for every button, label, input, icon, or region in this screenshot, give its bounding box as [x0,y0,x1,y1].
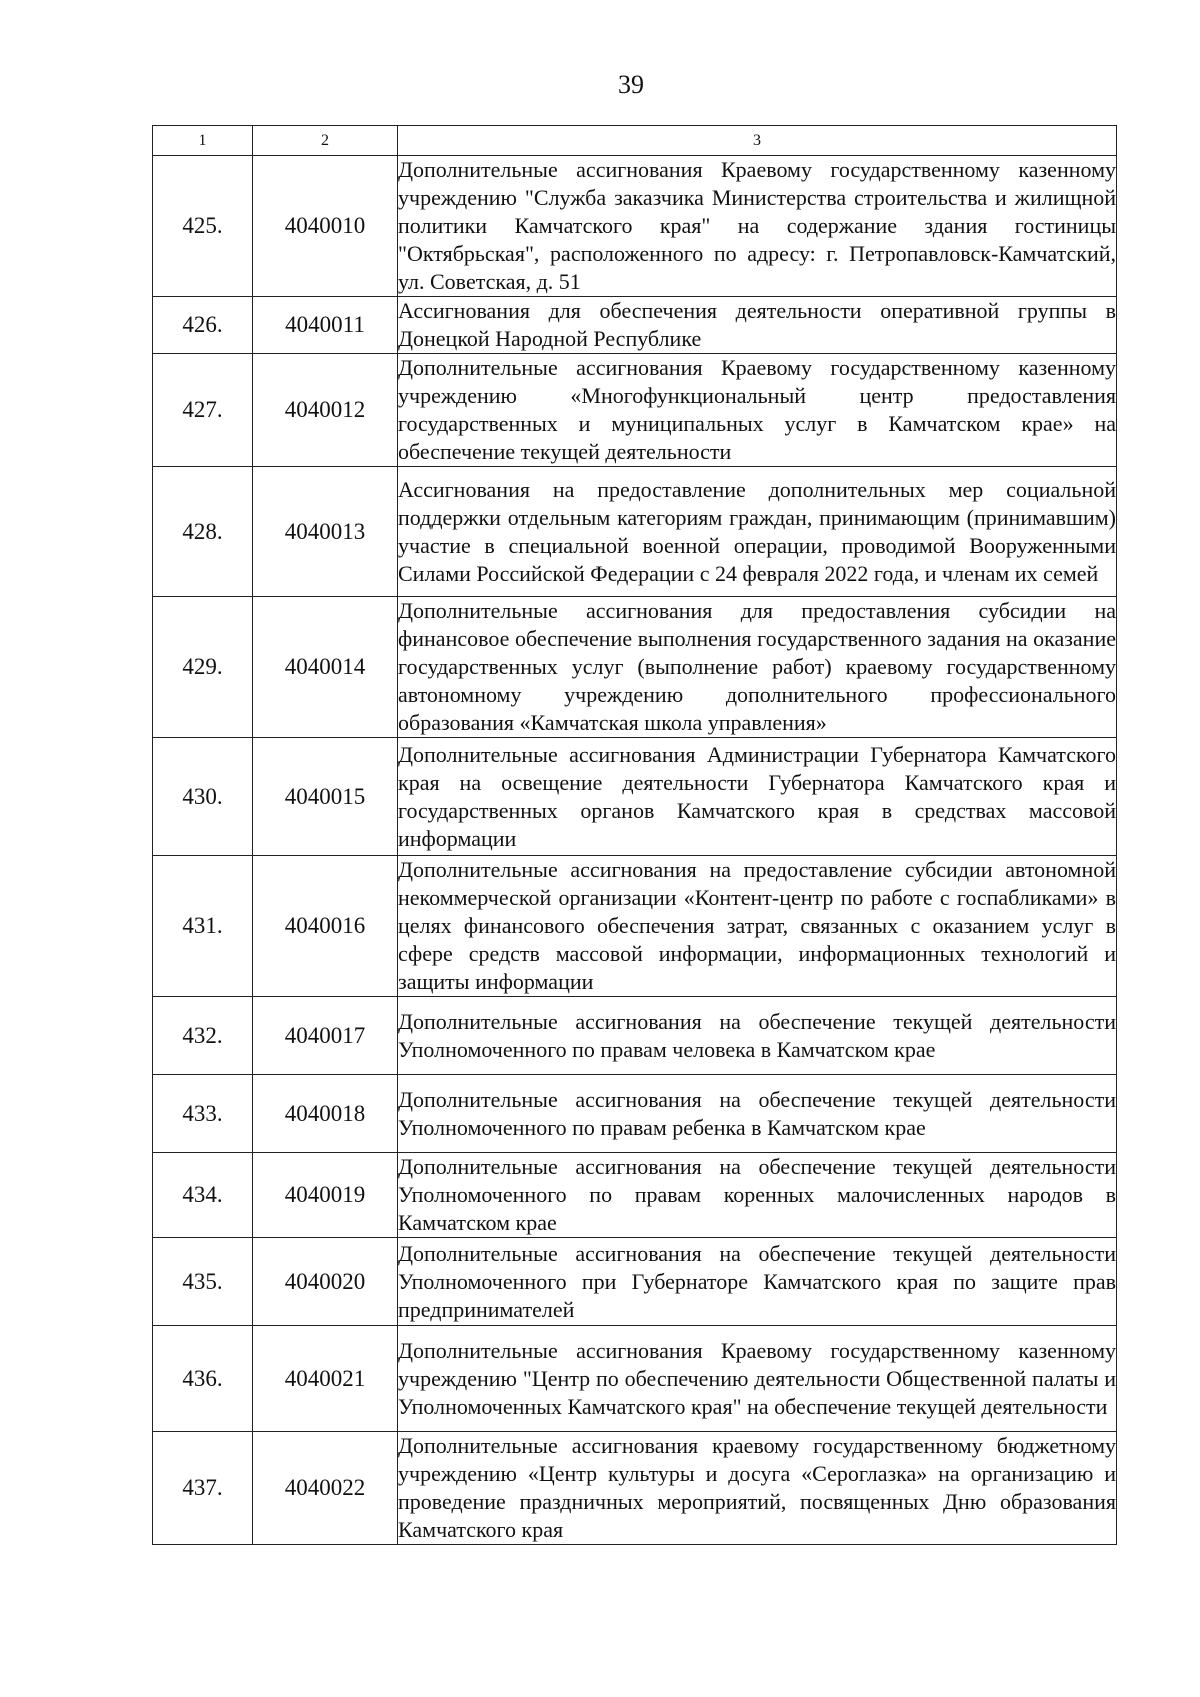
table-row [153,1153,1117,1238]
row-description: Дополнительные ассигнования Администрации Губернатора Камчатского края на освещение деятельности Губернатора Камчатского края и государственных органов Камчатского края в средствах массовой информации [398,738,1117,856]
column-header-description: 3 [398,126,1117,156]
row-number: 427. [153,354,253,467]
row-description: Дополнительные ассигнования на обеспечение текущей деятельности Уполномоченного по правам человека в Камчатском крае [398,997,1117,1075]
column-header-code: 2 [253,126,398,156]
row-description: Дополнительные ассигнования Краевому государственному казенному учреждению «Многофункциональный центр предоставления государственных и муниципальных услуг в Камчатском крае» на обеспечение текущей деятельности [398,354,1117,467]
table-row [153,597,1117,738]
row-code: 4040022 [253,1432,398,1545]
row-description: Дополнительные ассигнования Краевому государственному казенному учреждению "Центр по обеспечению деятельности Общественной палаты и Уполномоченных Камчатского края" на обеспечение текущей деятельности [398,1326,1117,1432]
table-row [153,1432,1117,1545]
row-number: 428. [153,467,253,597]
row-code: 4040012 [253,354,398,467]
row-number: 425. [153,156,253,297]
table-row [153,856,1117,997]
table-row [153,467,1117,597]
table-row [153,297,1117,354]
table-row [153,1075,1117,1153]
row-number: 436. [153,1326,253,1432]
table-row [153,997,1117,1075]
row-code: 4040015 [253,738,398,856]
table-row [153,1326,1117,1432]
table-row [153,156,1117,297]
row-description: Дополнительные ассигнования на обеспечение текущей деятельности Уполномоченного по правам коренных малочисленных народов в Камчатском крае [398,1153,1117,1238]
row-description: Дополнительные ассигнования Краевому государственному казенному учреждению "Служба заказчика Министерства строительства и жилищной политики Камчатского края" на содержание здания гостиницы "Октябрьская", расположенного по адресу: г. Петропавловск-Камчатский, ул. Советская, д. 51 [398,156,1117,297]
row-number: 435. [153,1238,253,1326]
table-row [153,738,1117,856]
row-code: 4040011 [253,297,398,354]
row-code: 4040018 [253,1075,398,1153]
row-number: 429. [153,597,253,738]
row-description: Ассигнования на предоставление дополнительных мер социальной поддержки отдельным категориям граждан, принимающим (принимавшим) участие в специальной военной операции, проводимой Вооруженными Силами Российской Федерации с 24 февраля 2022 года, и членам их семей [398,467,1117,597]
table-row [153,1238,1117,1326]
row-description: Дополнительные ассигнования на обеспечение текущей деятельности Уполномоченного по правам ребенка в Камчатском крае [398,1075,1117,1153]
row-description: Ассигнования для обеспечения деятельности оперативной группы в Донецкой Народной Республике [398,297,1117,354]
row-code: 4040019 [253,1153,398,1238]
row-code: 4040010 [253,156,398,297]
table-header-row [153,126,1117,156]
row-description: Дополнительные ассигнования краевому государственному бюджетному учреждению «Центр культуры и досуга «Сероглазка» на организацию и проведение праздничных мероприятий, посвященных Дню образования Камчатского края [398,1432,1117,1545]
row-code: 4040014 [253,597,398,738]
row-code: 4040013 [253,467,398,597]
row-number: 426. [153,297,253,354]
allocation-table [152,125,1117,1545]
row-number: 437. [153,1432,253,1545]
table-row [153,354,1117,467]
row-number: 431. [153,856,253,997]
page-number: 39 [618,70,644,99]
row-code: 4040017 [253,997,398,1075]
row-number: 433. [153,1075,253,1153]
row-number: 432. [153,997,253,1075]
column-header-number: 1 [153,126,253,156]
row-description: Дополнительные ассигнования для предоставления субсидии на финансовое обеспечение выполнения государственного задания на оказание государственных услуг (выполнение работ) краевому государственному автономному учреждению дополнительного профессионального образования «Камчатская школа управления» [398,597,1117,738]
row-code: 4040020 [253,1238,398,1326]
row-number: 430. [153,738,253,856]
row-code: 4040021 [253,1326,398,1432]
row-description: Дополнительные ассигнования на обеспечение текущей деятельности Уполномоченного при Губернаторе Камчатского края по защите прав предпринимателей [398,1238,1117,1326]
row-description: Дополнительные ассигнования на предоставление субсидии автономной некоммерческой организации «Контент-центр по работе с госпабликами» в целях финансового обеспечения затрат, связанных с оказанием услуг в сфере средств массовой информации, информационных технологий и защиты информации [398,856,1117,997]
row-code: 4040016 [253,856,398,997]
row-number: 434. [153,1153,253,1238]
